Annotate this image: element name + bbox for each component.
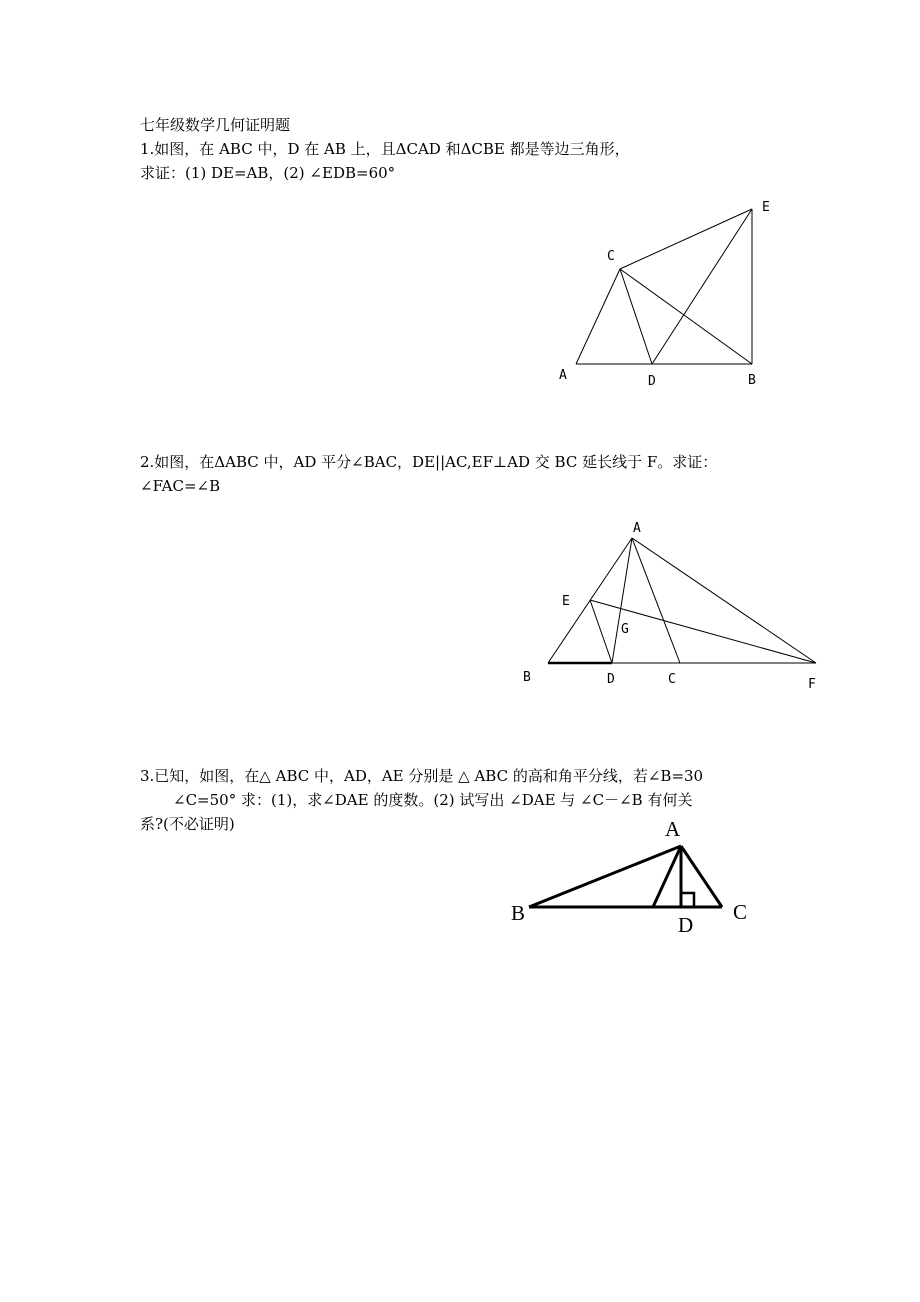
problem-3-text-line-3: 系?(不必证明): [140, 815, 235, 833]
label-b: B: [523, 670, 531, 685]
label-g: G: [621, 622, 629, 637]
label-b: B: [511, 901, 526, 925]
label-d: D: [607, 672, 615, 687]
label-c: C: [607, 249, 615, 264]
label-e: E: [562, 594, 570, 609]
problem-1-text-line-1: 1.如图，在 ABC 中，D 在 AB 上，且ΔCAD 和ΔCBE 都是等边三角形，: [140, 140, 630, 158]
label-b: B: [748, 373, 756, 388]
problem-2-text-line-1: 2.如图，在ΔABC 中，AD 平分∠BAC，DE||AC,EF⊥AD 交 BC 延长线于 F。求证：: [140, 453, 718, 471]
label-e: E: [762, 200, 770, 215]
problem-3-text-line-1: 3.已知，如图，在△ ABC 中，AD，AE 分别是 △ ABC 的高和角平分线，若∠B=30: [140, 767, 704, 785]
label-c: C: [733, 900, 748, 924]
segment-ac: [681, 846, 722, 907]
label-d: D: [648, 374, 656, 389]
label-c: C: [668, 672, 676, 687]
problem-1-text-line-2: 求证：(1) DE=AB，(2) ∠EDB=60°: [140, 164, 396, 182]
label-d: D: [678, 913, 694, 937]
label-a: A: [665, 817, 681, 841]
label-a: A: [633, 521, 641, 536]
label-a: A: [559, 368, 567, 383]
page-title: 七年级数学几何证明题: [140, 116, 291, 134]
right-angle-mark: [681, 893, 694, 907]
label-f: F: [808, 677, 816, 692]
problem-3-text-line-2: ∠C=50° 求：(1)，求∠DAE 的度数。(2) 试写出 ∠DAE 与 ∠C－∠B 有何关: [173, 791, 693, 809]
problem-2-text-line-2: ∠FAC=∠B: [140, 477, 221, 495]
